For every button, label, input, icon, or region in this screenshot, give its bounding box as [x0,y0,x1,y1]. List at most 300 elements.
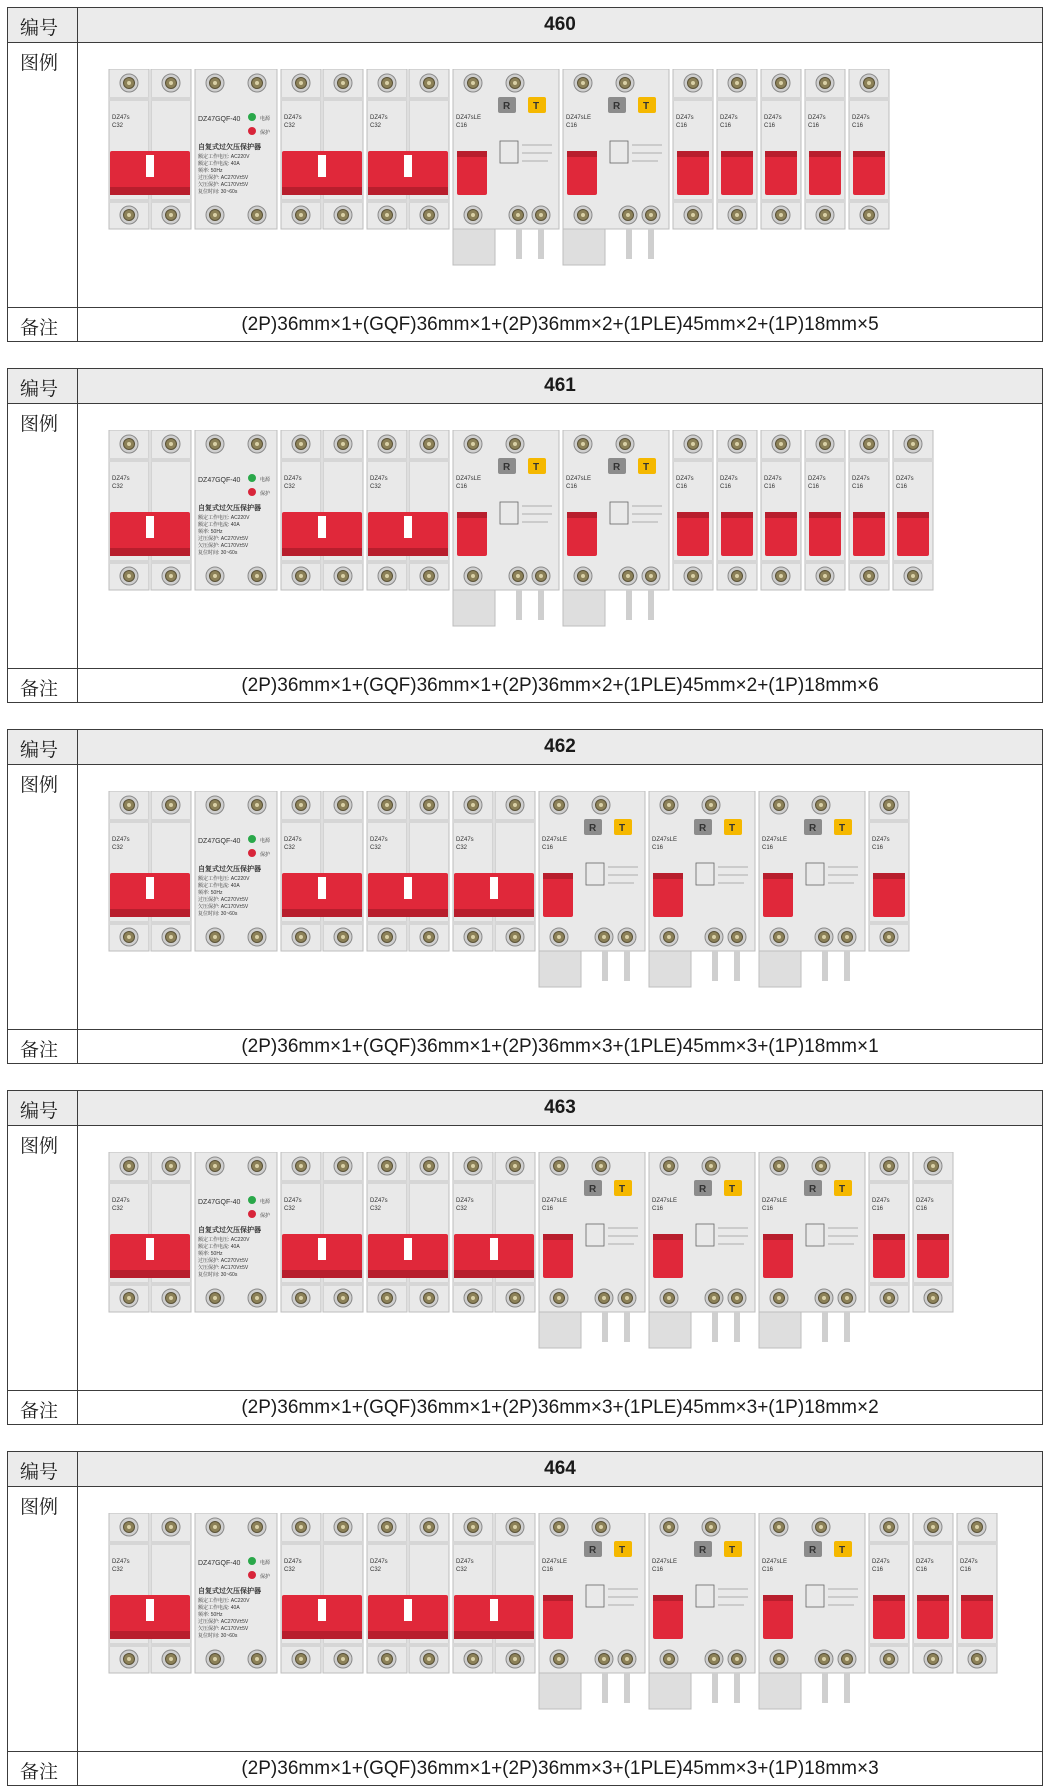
pole-body [805,69,845,229]
device-text: DZ47s [112,476,130,482]
rcbo-body [539,1152,645,1312]
breaker-handle-edge [368,1270,448,1278]
legend-label: 图例 [8,1487,78,1751]
terminal-screw-center [777,1525,781,1529]
terminal-screw-center [887,1657,891,1661]
terminal-screw-center [299,442,303,446]
device-text: 额定工作电压: AC220V [198,1237,250,1243]
pole-groove [409,1180,449,1184]
pole-groove [717,458,757,462]
pole-groove [281,560,321,564]
terminal-screw-center [557,1657,561,1661]
rcbo-body [539,1513,645,1673]
device-text: R [589,1545,597,1556]
mcb-1p [869,1513,909,1673]
breaker-handle [917,1595,949,1639]
breaker-handle [917,1234,949,1278]
device-text: C32 [370,845,382,851]
terminal-screw-center [385,1296,389,1300]
pole-groove [151,1643,191,1647]
device-text: C16 [652,845,664,851]
rcbo-breaker [453,430,559,626]
mcb-2p [281,1513,363,1673]
device-text: 电源 [260,1199,271,1205]
breaker-handle-edge [543,1595,573,1601]
breaker-handle [873,873,905,917]
breaker-handle-edge [282,548,362,556]
pole-groove [805,458,845,462]
number-value: 461 [78,369,1042,403]
device-text: C32 [370,1567,382,1573]
mcb-1p [717,430,757,590]
pole-groove [913,1541,953,1545]
mcb-1p [893,430,933,590]
spec-table [7,368,1043,703]
device-text: C32 [112,1206,124,1212]
device-text: C16 [676,484,688,490]
device-text: 频率: 50Hz [198,1251,223,1257]
device-text: C32 [112,484,124,490]
number-label: 编号 [8,1452,78,1486]
rcbo-lead [844,1312,850,1342]
device-text: C16 [542,845,554,851]
mcb-1p [673,69,713,229]
pole-body [409,791,449,951]
device-text: C16 [652,1567,664,1573]
device-text: C32 [284,123,296,129]
terminal-screw-center [822,935,826,939]
pole-body [281,1513,321,1673]
pole-groove [409,199,449,203]
pole-body [323,1152,363,1312]
breaker-handle [873,1234,905,1278]
device-text: DZ47sLE [762,1559,788,1565]
device-text: C16 [542,1206,554,1212]
mcb-2p [109,69,191,229]
pole-groove [367,921,407,925]
breaker-handle [653,1595,683,1639]
terminal-screw-center [127,1657,131,1661]
pole-groove [367,1180,407,1184]
pole-groove [453,1541,493,1545]
device-text: T [619,1545,626,1556]
legend-label: 图例 [8,404,78,668]
terminal-screw-center [581,442,585,446]
terminal-screw-center [427,1657,431,1661]
breaker-strip [108,430,936,640]
legend-label: 图例 [8,1126,78,1390]
breaker-handle-edge [282,1270,362,1278]
pole-groove [109,921,149,925]
pole-groove [913,1643,953,1647]
pole-body [323,791,363,951]
number-label: 编号 [8,730,78,764]
device-text: C16 [566,123,578,129]
terminal-screw-center [822,1657,826,1661]
terminal-screw-center [887,1164,891,1168]
pole-groove [281,1541,321,1545]
mcb-1p [913,1152,953,1312]
rcbo-lead [624,1312,630,1342]
pole-body [453,791,493,951]
terminal-screw-center [867,81,871,85]
pole-body [673,430,713,590]
handle-notch [318,516,326,538]
terminal-screw-center [602,1296,606,1300]
rcbo-lower-tab [453,229,495,265]
number-label: 编号 [8,1091,78,1125]
breaker-handle [763,1595,793,1639]
breaker-strip-svg [108,791,912,991]
pole-groove [761,560,801,564]
pole-groove [869,1180,909,1184]
number-row [8,369,1042,403]
pole-body [281,791,321,951]
pole-groove [323,819,363,823]
terminal-screw-center [911,574,915,578]
terminal-screw-center [299,574,303,578]
device-text: T [729,823,736,834]
rcbo-breaker [649,1513,755,1709]
terminal-screw-center [581,574,585,578]
rcbo-body [759,791,865,951]
breaker-handle-edge [454,1270,534,1278]
pole-groove [717,560,757,564]
device-text: 频率: 50Hz [198,529,223,535]
device-text: C16 [764,484,776,490]
device-text: DZ47s [764,476,782,482]
terminal-screw-center [385,1164,389,1168]
pole-groove [367,199,407,203]
terminal-screw-center [649,574,653,578]
terminal-screw-center [557,1296,561,1300]
breaker-handle-edge [763,873,793,879]
breaker-handle-edge [765,151,797,157]
breaker-handle [567,512,597,556]
handle-notch [490,1238,498,1260]
rcbo-breaker [759,791,865,987]
pole-body [913,1152,953,1312]
rcbo-body [563,430,669,590]
mcb-2p [109,1152,191,1312]
device-text: C32 [284,845,296,851]
pole-groove [109,1282,149,1286]
breaker-handle-edge [368,909,448,917]
rcbo-lead [822,1673,828,1703]
rcbo-body [453,430,559,590]
device-text: C16 [720,123,732,129]
terminal-screw-center [691,81,695,85]
terminal-screw-center [712,1657,716,1661]
mcb-2p [367,69,449,229]
rcbo-lead [648,590,654,620]
terminal-screw-center [341,81,345,85]
terminal-screw-center [169,81,173,85]
terminal-screw-center [779,213,783,217]
terminal-screw-center [471,803,475,807]
device-text: DZ47sLE [652,1198,678,1204]
breaker-handle-edge [457,512,487,518]
pole-groove [409,1282,449,1286]
rcbo-lead [712,1312,718,1342]
pole-groove [367,560,407,564]
device-text: DZ47s [896,476,914,482]
breaker-handle-edge [721,151,753,157]
pole-groove [323,560,363,564]
pole-groove [409,560,449,564]
pole-body [323,430,363,590]
pole-body [957,1513,997,1673]
terminal-screw-center [255,1525,259,1529]
pole-groove [109,1541,149,1545]
protect-led [248,488,256,496]
pole-groove [869,921,909,925]
terminal-screw-center [779,442,783,446]
terminal-screw-center [213,81,217,85]
spec-table [7,1451,1043,1786]
rcbo-lower-tab [649,951,691,987]
device-text: 额定工作电压: AC220V [198,876,250,882]
device-text: 欠压保护: AC170V±5V [198,1265,249,1271]
terminal-screw-center [777,1164,781,1168]
breaker-handle-edge [110,1631,190,1639]
terminal-screw-center [513,1164,517,1168]
pole-body [913,1513,953,1673]
device-text: 复位时间: 30~60s [198,1272,238,1278]
pole-body [453,1152,493,1312]
spec-table [7,1090,1043,1425]
device-text: DZ47s [112,1198,130,1204]
terminal-screw-center [427,1164,431,1168]
pole-groove [495,921,535,925]
terminal-screw-center [255,1657,259,1661]
device-text: C16 [566,484,578,490]
pole-groove [869,1541,909,1545]
device-text: R [613,462,621,473]
breaker-handle [763,1234,793,1278]
pole-groove [869,1282,909,1286]
breaker-handle [853,151,885,195]
mcb-2p [281,69,363,229]
pole-groove [893,560,933,564]
device-text: DZ47sLE [566,476,592,482]
pole-body [805,430,845,590]
terminal-screw-center [127,1164,131,1168]
handle-notch [404,1599,412,1621]
terminal-screw-center [169,1296,173,1300]
pole-body [109,1513,149,1673]
remarks-label: 备注 [8,669,78,702]
pole-groove [109,560,149,564]
breaker-handle [457,151,487,195]
pole-body [151,1513,191,1673]
pole-groove [761,199,801,203]
terminal-screw-center [667,1525,671,1529]
spec-table [7,729,1043,1064]
device-text: 自复式过欠压保护器 [198,1227,261,1234]
device-text: DZ47sLE [542,1559,568,1565]
device-text: DZ47s [112,115,130,121]
number-row [8,730,1042,764]
rcbo-body [539,791,645,951]
terminal-screw-center [623,442,627,446]
rcbo-breaker [563,430,669,626]
terminal-screw-center [667,1164,671,1168]
breaker-handle [809,151,841,195]
rcbo-lower-tab [563,229,605,265]
terminal-screw-center [602,1657,606,1661]
terminal-screw-center [213,442,217,446]
terminal-screw-center [213,1296,217,1300]
device-text: R [589,823,597,834]
legend-row [8,1486,1042,1751]
terminal-screw-center [255,1296,259,1300]
pole-groove [673,560,713,564]
device-text: 过压保护: AC270V±5V [198,1258,249,1264]
pole-groove [869,819,909,823]
number-row [8,1091,1042,1125]
power-led [248,113,256,121]
device-text: C16 [456,484,468,490]
pole-groove [281,921,321,925]
device-text: T [619,1184,626,1195]
rcbo-lower-tab [539,951,581,987]
rcbo-lead [516,590,522,620]
pole-groove [805,199,845,203]
rcbo-lower-tab [649,1312,691,1348]
terminal-screw-center [581,81,585,85]
device-text: T [729,1545,736,1556]
device-text: DZ47s [916,1198,934,1204]
breaker-handle-edge [282,909,362,917]
power-led [248,835,256,843]
mcb-1p [805,430,845,590]
terminal-screw-center [691,213,695,217]
terminal-screw-center [299,1525,303,1529]
terminal-screw-center [626,574,630,578]
terminal-screw-center [213,1657,217,1661]
terminal-screw-center [385,803,389,807]
terminal-screw-center [255,803,259,807]
terminal-screw-center [471,1525,475,1529]
terminal-screw-center [169,935,173,939]
device-text: DZ47GQF-40 [198,1199,241,1206]
terminal-screw-center [823,574,827,578]
mcb-1p [869,1152,909,1312]
device-text: 欠压保护: AC170V±5V [198,1626,249,1632]
device-text: C32 [112,845,124,851]
remarks-value: (2P)36mm×1+(GQF)36mm×1+(2P)36mm×2+(1PLE)45mm×2+(1P)18mm×6 [241,674,879,696]
device-text: C16 [456,123,468,129]
pole-body [893,430,933,590]
terminal-screw-center [299,803,303,807]
breaker-handle-edge [677,151,709,157]
terminal-screw-center [557,1525,561,1529]
breaker-handle [543,873,573,917]
rcbo-lead [538,590,544,620]
pole-groove [109,1643,149,1647]
device-text: DZ47s [284,837,302,843]
rcbo-lead [626,590,632,620]
device-text: 欠压保护: AC170V±5V [198,904,249,910]
device-text: DZ47s [456,837,474,843]
terminal-screw-center [341,1525,345,1529]
terminal-screw-center [341,1296,345,1300]
mcb-2p [109,430,191,590]
pole-body [109,1152,149,1312]
device-text: C16 [720,484,732,490]
pole-groove [673,199,713,203]
remarks-value: (2P)36mm×1+(GQF)36mm×1+(2P)36mm×3+(1PLE)45mm×3+(1P)18mm×1 [241,1035,879,1057]
breaker-handle-edge [110,187,190,195]
device-text: C16 [872,1206,884,1212]
rcbo-breaker [649,1152,755,1348]
breaker-handle-edge [567,512,597,518]
device-text: DZ47sLE [542,837,568,843]
device-text: DZ47s [370,476,388,482]
terminal-screw-center [823,442,827,446]
terminal-screw-center [735,442,739,446]
terminal-screw-center [777,803,781,807]
mcb-1p [761,69,801,229]
pole-body [323,69,363,229]
device-text: C16 [916,1206,928,1212]
pole-groove [761,97,801,101]
pole-groove [409,921,449,925]
rcbo-body [563,69,669,229]
terminal-screw-center [471,1657,475,1661]
terminal-screw-center [513,81,517,85]
pole-groove [109,458,149,462]
device-text: DZ47s [284,1198,302,1204]
breaker-handle-edge [961,1595,993,1601]
device-text: R [699,823,707,834]
rcbo-lower-tab [539,1312,581,1348]
legend-label: 图例 [8,43,78,307]
handle-notch [146,1238,154,1260]
terminal-screw-center [779,81,783,85]
terminal-screw-center [735,213,739,217]
device-text: DZ47s [370,1559,388,1565]
rcbo-lead [734,1312,740,1342]
device-text: DZ47s [720,115,738,121]
pole-groove [495,1282,535,1286]
pole-groove [281,458,321,462]
protect-led [248,1571,256,1579]
gqf-protector [195,1513,277,1673]
device-text: C16 [762,845,774,851]
device-text: T [729,1184,736,1195]
breaker-handle [677,512,709,556]
device-text: R [699,1184,707,1195]
breaker-handle [853,512,885,556]
device-text: 额定工作电压: AC220V [198,515,250,521]
pole-groove [323,1282,363,1286]
rcbo-lead [734,1673,740,1703]
pole-groove [323,1541,363,1545]
terminal-screw-center [867,213,871,217]
terminal-screw-center [975,1657,979,1661]
pole-body [495,1513,535,1673]
terminal-screw-center [625,1657,629,1661]
breaker-handle-edge [873,1234,905,1240]
terminal-screw-center [602,935,606,939]
breaker-handle-edge [873,873,905,879]
device-text: C16 [764,123,776,129]
gqf-protector [195,430,277,590]
terminal-screw-center [735,574,739,578]
pole-body [869,1513,909,1673]
